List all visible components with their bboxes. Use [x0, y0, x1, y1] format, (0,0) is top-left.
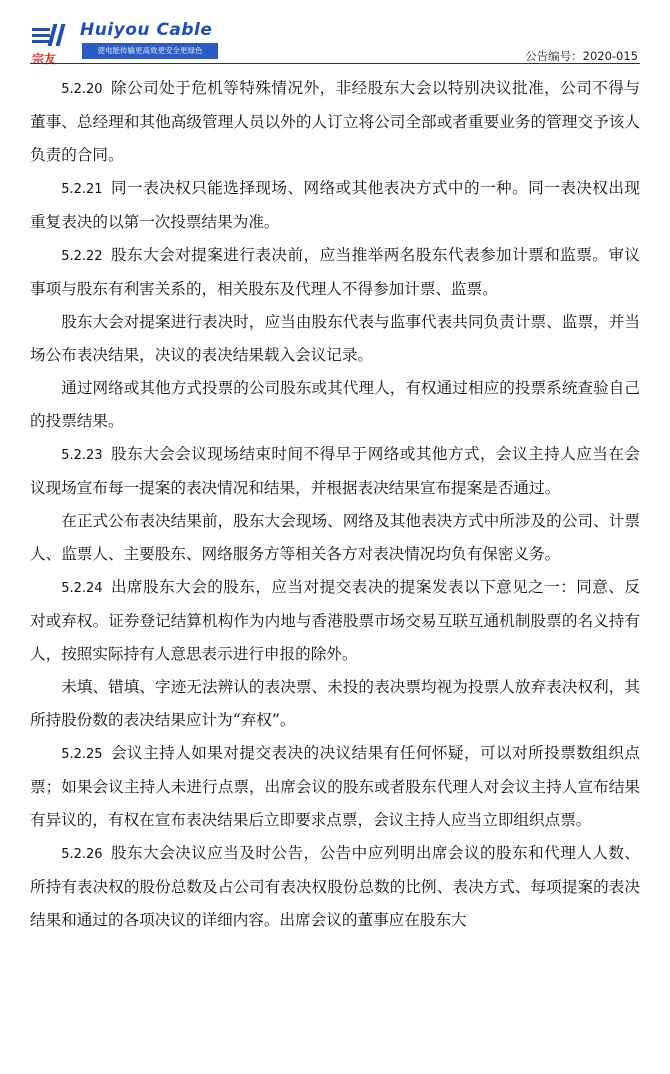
clause-text: 出席股东大会的股东，应当对提交表决的提案发表以下意见之一：同意、反对或弃权。证券登记结算机构作为内地与香港股票市场交易互联互通机制股票的名义持有人，按照实际持有人意思表示进行申报的除外。	[30, 578, 640, 663]
clause-paragraph	[30, 438, 640, 505]
clause-text: 会议主持人如果对提交表决的决议结果有任何怀疑，可以对所投票数组织点票；如果会议主持人未进行点票，出席会议的股东或者股东代理人对会议主持人宣布结果有异议的，有权在宣布表决结果后立即要求点票，会议主持人应当立即组织点票。	[30, 744, 640, 829]
clause-text: 股东大会决议应当及时公告，公告中应列明出席会议的股东和代理人人数、所持有表决权的股份总数及占公司有表决权股份总数的比例、表决方式、每项提案的表决结果和通过的各项决议的详细内容。出席会议的董事应在股东大	[30, 844, 640, 929]
clause-paragraph	[30, 239, 640, 306]
announcement-number: 公告编号：2020-015	[525, 49, 638, 63]
logo-slogan: 使电能传输更高效更安全更绿色	[82, 43, 218, 59]
clause-paragraph	[30, 571, 640, 671]
clause-text: 股东大会会议现场结束时间不得早于网络或其他方式，会议主持人应当在会议现场宣布每一提案的表决情况和结果，并根据表决结果宣布提案是否通过。	[30, 445, 640, 497]
clause-text: 同一表决权只能选择现场、网络或其他表决方式中的一种。同一表决权出现重复表决的以第一次投票结果为准。	[30, 179, 640, 231]
body-paragraph	[30, 671, 640, 737]
paragraph-text: 通过网络或其他方式投票的公司股东或其代理人，有权通过相应的投票系统查验自己的投票结果。	[30, 379, 640, 430]
clause-paragraph	[30, 72, 640, 172]
clause-paragraph	[30, 737, 640, 837]
header-divider	[30, 63, 640, 64]
logo-brand-name: Huiyou Cable	[80, 20, 213, 40]
clause-text: 除公司处于危机等特殊情况外，非经股东大会以特别决议批准，公司不得与董事、总经理和其他高级管理人员以外的人订立将公司全部或者重要业务的管理交予该人负责的合同。	[30, 79, 640, 164]
body-paragraph	[30, 372, 640, 438]
clause-number: 5.2.22	[61, 249, 103, 264]
company-logo	[30, 20, 213, 66]
body-paragraph	[30, 505, 640, 571]
body-paragraph	[30, 306, 640, 372]
clause-number: 5.2.23	[61, 448, 103, 463]
clause-paragraph	[30, 837, 640, 937]
paragraph-text: 未填、错填、字迹无法辨认的表决票、未投的表决票均视为投票人放弃表决权利，其所持股份数的表决结果应计为“弃权”。	[30, 678, 640, 729]
document-body	[30, 72, 640, 937]
clause-number: 5.2.24	[61, 581, 103, 596]
paragraph-text: 在正式公布表决结果前，股东大会现场、网络及其他表决方式中所涉及的公司、计票人、监票人、主要股东、网络服务方等相关各方对表决情况均负有保密义务。	[30, 512, 640, 563]
clause-number: 5.2.21	[61, 182, 103, 197]
clause-text: 股东大会对提案进行表决前，应当推举两名股东代表参加计票和监票。审议事项与股东有利害关系的，相关股东及代理人不得参加计票、监票。	[30, 246, 640, 298]
clause-number: 5.2.26	[61, 847, 103, 862]
logo-chinese-name: 宗友	[32, 52, 57, 66]
paragraph-text: 股东大会对提案进行表决时，应当由股东代表与监事代表共同负责计票、监票，并当场公布表决结果，决议的表决结果载入会议记录。	[30, 313, 640, 364]
clause-paragraph	[30, 172, 640, 239]
clause-number: 5.2.25	[61, 747, 103, 762]
page-header	[0, 0, 670, 66]
clause-number: 5.2.20	[61, 82, 103, 97]
